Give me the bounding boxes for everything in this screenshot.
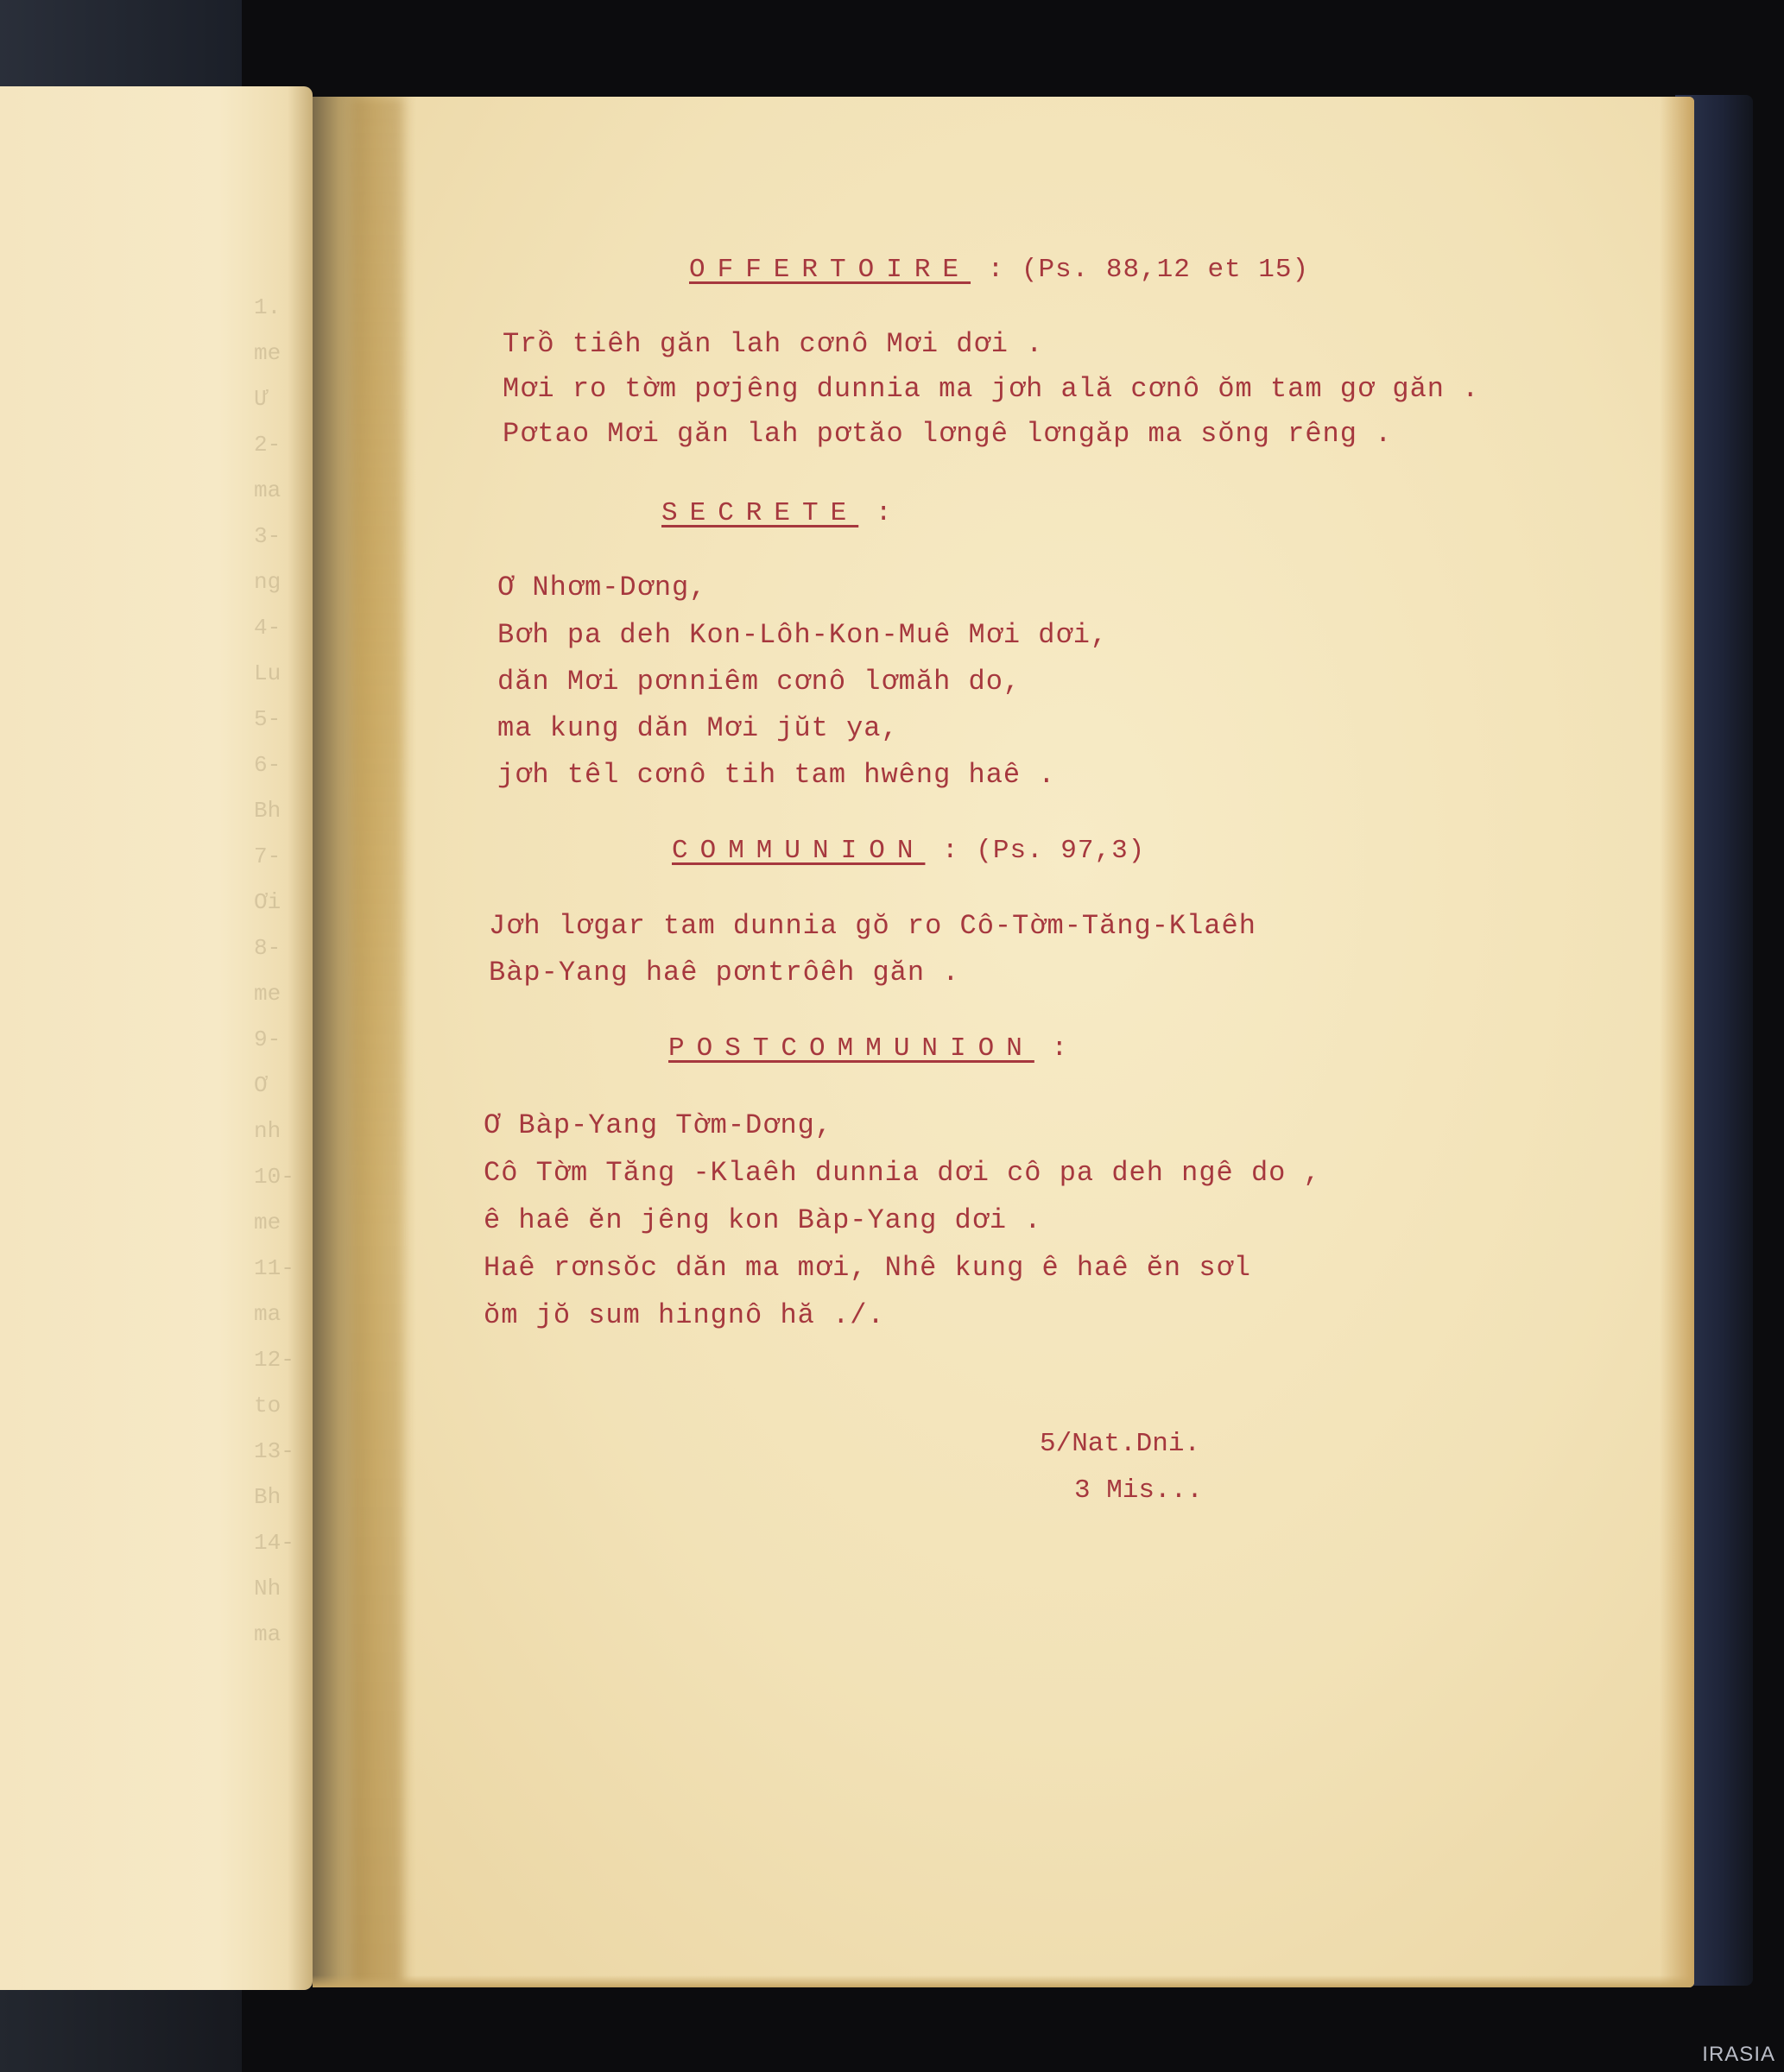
left-page xyxy=(0,86,313,1990)
communion-reference: : (Ps. 97,3) xyxy=(942,836,1146,866)
secrete-line-1: Ơ Nhơm-Dơng, xyxy=(497,572,707,603)
offertoire-line-1: Trồ tiêh găn lah cơnô Mơi dơi . xyxy=(503,328,1044,360)
offertoire-line-2: Mơi ro tờm pơjêng dunnia ma jơh ală cơnô ŏm tam gơ găn . xyxy=(503,373,1480,405)
communion-line-1: Jơh lơgar tam dunnia gŏ ro Cô-Tờm-Tăng-Klaêh xyxy=(489,910,1256,942)
secrete-line-3: dăn Mơi pơnniêm cơnô lơmăh do, xyxy=(497,666,1022,698)
book-cover-top xyxy=(0,0,242,95)
secrete-label: SECRETE xyxy=(661,498,859,528)
typed-text xyxy=(313,97,1694,1987)
postcommunion-label: POSTCOMMUNION xyxy=(668,1033,1034,1064)
postcommunion-line-4: Haê rơnsŏc dăn ma mơi, Nhê kung ê haê ĕn sơl xyxy=(484,1252,1251,1284)
offertoire-label: OFFERTOIRE xyxy=(689,255,971,285)
postcommunion-line-1: Ơ Bàp-Yang Tờm-Dơng, xyxy=(484,1109,833,1141)
book-cover-bottom xyxy=(0,1986,242,2072)
offertoire-line-3: Pơtao Mơi găn lah pơtăo lơngê lơngăp ma sŏng rêng . xyxy=(503,418,1393,450)
secrete-line-5: jơh têl cơnô tih tam hwêng haê . xyxy=(497,759,1056,791)
communion-heading xyxy=(672,836,1145,866)
secrete-line-4: ma kung dăn Mơi jŭt ya, xyxy=(497,712,899,744)
offertoire-heading xyxy=(689,255,1309,285)
secrete-reference: : xyxy=(875,498,893,528)
communion-line-2: Bàp-Yang haê pơntrôêh găn . xyxy=(489,957,960,989)
postcommunion-reference: : xyxy=(1051,1033,1069,1064)
postcommunion-line-3: ê haê ĕn jêng kon Bàp-Yang dơi . xyxy=(484,1204,1042,1236)
offertoire-reference: : (Ps. 88,12 et 15) xyxy=(987,255,1310,285)
secrete-line-2: Bơh pa deh Kon-Lôh-Kon-Muê Mơi dơi, xyxy=(497,619,1109,651)
communion-label: COMMUNION xyxy=(672,836,926,866)
left-page-bleed-text: 1. me Ư 2- ma 3- ng 4- Lu 5- 6- Bh 7- Ơi 8- me 9- Ơ nh 10- me 11- ma 12- to 13- Bh 14- Nh ma xyxy=(254,294,294,1647)
irasia-watermark: IRASIA xyxy=(1702,2043,1775,2066)
postcommunion-line-2: Cô Tờm Tăng -Klaêh dunnia dơi cô pa deh ngê do , xyxy=(484,1157,1321,1189)
reference-line-1: 5/Nat.Dni. xyxy=(1040,1429,1201,1459)
postcommunion-heading xyxy=(668,1033,1068,1064)
postcommunion-line-5: ŏm jŏ sum hingnô hă ./. xyxy=(484,1299,885,1331)
right-page xyxy=(313,97,1694,1987)
secrete-heading xyxy=(661,498,892,528)
reference-line-2: 3 Mis... xyxy=(1074,1475,1203,1506)
